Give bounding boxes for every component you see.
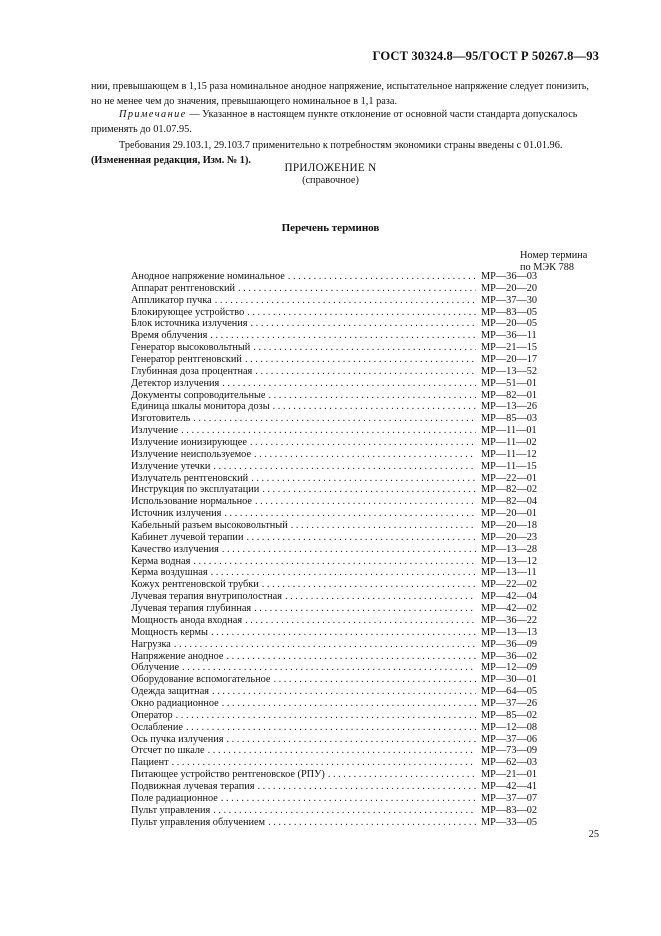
term-code: MP—82—01	[481, 389, 538, 401]
term-name: Аппликатор пучка	[131, 294, 212, 306]
term-code: MP—37—30	[481, 294, 538, 306]
dot-leader	[181, 425, 476, 437]
term-code: MP—42—41	[481, 780, 538, 792]
term-row	[131, 769, 561, 781]
term-row	[131, 295, 561, 307]
term-name: Окно радиационное	[131, 697, 219, 709]
dot-leader	[273, 401, 476, 413]
term-row	[131, 449, 561, 461]
term-name: Излучение ионизирующее	[131, 437, 247, 449]
dot-leader	[186, 722, 476, 734]
term-code: MP—21—15	[481, 342, 538, 354]
term-name: Изготовитель	[131, 413, 191, 425]
term-row	[131, 686, 561, 698]
term-row	[131, 817, 561, 829]
term-row	[131, 745, 561, 757]
term-code: MP—13—12	[481, 555, 538, 567]
term-name: Кабинет лучевой терапии	[131, 531, 244, 543]
dot-leader	[262, 484, 476, 496]
term-name: Подвижная лучевая терапия	[131, 780, 255, 792]
document-header: ГОСТ 30324.8—95/ГОСТ Р 50267.8—93	[372, 49, 599, 63]
term-row	[131, 390, 561, 402]
term-code: MP—11—02	[481, 437, 537, 449]
dot-leader	[257, 781, 476, 793]
term-name: Мощность кермы	[131, 626, 208, 638]
term-row	[131, 805, 561, 817]
term-code: MP—13—28	[481, 543, 538, 555]
dot-leader	[226, 734, 476, 746]
dot-leader	[288, 271, 476, 283]
term-row	[131, 366, 561, 378]
term-name: Кожух рентгеновской трубки	[131, 579, 259, 591]
term-name: Керма воздушная	[131, 567, 208, 579]
term-name: Кабельный разъем высоковольтный	[131, 520, 288, 532]
dot-leader	[193, 413, 476, 425]
term-row	[131, 722, 561, 734]
term-name: Блокирующее устройство	[131, 306, 245, 318]
column-header-line-1: Номер термина	[520, 250, 588, 261]
note-label: Примечание	[119, 109, 187, 120]
term-code: MP—36—02	[481, 650, 538, 662]
term-code: MP—13—52	[481, 365, 538, 377]
term-row	[131, 473, 561, 485]
term-code: MP—20—05	[481, 318, 538, 330]
term-name: Ось пучка излучения	[131, 733, 224, 745]
term-name: Аппарат рентгеновский	[131, 282, 235, 294]
term-row	[131, 484, 561, 496]
term-code: MP—37—07	[481, 792, 538, 804]
term-row	[131, 710, 561, 722]
note-paragraph	[91, 108, 599, 137]
dot-leader	[255, 366, 476, 378]
term-row	[131, 330, 561, 342]
term-name: Пульт управления	[131, 804, 211, 816]
term-name: Лучевая терапия глубинная	[131, 603, 252, 615]
term-row	[131, 603, 561, 615]
term-row	[131, 698, 561, 710]
term-name: Лучевая терапия внутриполостная	[131, 591, 282, 603]
term-row	[131, 627, 561, 639]
dot-leader	[247, 307, 476, 319]
term-code: MP—36—22	[481, 614, 538, 626]
term-name: Инструкция по эксплуатации	[131, 484, 260, 496]
term-name: Нагрузка	[131, 638, 171, 650]
term-row	[131, 651, 561, 663]
term-name: Мощность анода входная	[131, 614, 243, 626]
dot-leader	[273, 674, 476, 686]
dot-leader	[172, 757, 476, 769]
dot-leader	[224, 508, 476, 520]
term-code: MP—73—09	[481, 745, 538, 757]
term-row	[131, 496, 561, 508]
dot-leader	[215, 295, 476, 307]
term-row	[131, 520, 561, 532]
term-code: MP—13—11	[481, 567, 537, 579]
term-code: MP—13—13	[481, 626, 538, 638]
dot-leader	[255, 496, 476, 508]
term-code: MP—82—04	[481, 496, 538, 508]
note-text: — Указанное в настоящем пункте отклонение от основной части стандарта допускалось применять до 01.07.95.	[91, 109, 578, 135]
requirements-text: Требования 29.103.1, 29.103.7 применительно к потребностям экономики страны введены с 01.01.96.	[119, 140, 563, 151]
page-number: 25	[588, 829, 599, 840]
term-row	[131, 674, 561, 686]
term-row	[131, 532, 561, 544]
term-name: Излучение утечки	[131, 460, 211, 472]
term-code: MP—82—02	[481, 484, 538, 496]
dot-leader	[221, 793, 476, 805]
term-name: Питающее устройство рентгеновское (РПУ)	[131, 769, 325, 781]
term-name: Время облучения	[131, 330, 208, 342]
term-name: Документы сопроводительные	[131, 389, 266, 401]
column-header-line-2: по МЭК 788	[520, 261, 575, 273]
term-row	[131, 425, 561, 437]
dot-leader	[211, 567, 476, 579]
appendix-title: ПРИЛОЖЕНИЕ N	[284, 162, 377, 174]
dot-leader	[208, 745, 476, 757]
term-row	[131, 508, 561, 520]
appendix-subtitle: (справочное)	[302, 175, 359, 186]
term-row	[131, 271, 561, 283]
term-code: MP—42—04	[481, 591, 538, 603]
term-code: MP—83—05	[481, 306, 538, 318]
dot-leader	[328, 769, 476, 781]
dot-leader	[227, 651, 476, 663]
term-name: Отсчет по шкале	[131, 745, 205, 757]
term-code: MP—20—23	[481, 531, 538, 543]
dot-leader	[222, 698, 476, 710]
term-code: MP—36—03	[481, 271, 538, 282]
dot-leader	[238, 283, 476, 295]
dot-leader	[254, 449, 476, 461]
term-name: Глубинная доза процентная	[131, 365, 253, 377]
term-row	[131, 318, 561, 330]
term-row	[131, 544, 561, 556]
term-code: MP—42—02	[481, 603, 538, 615]
term-code: MP—12—09	[481, 662, 538, 674]
dot-leader	[246, 532, 476, 544]
term-code: MP—64—05	[481, 686, 538, 698]
term-name: Поле радиационное	[131, 792, 218, 804]
term-row	[131, 354, 561, 366]
term-name: Излучение неиспользуемое	[131, 448, 252, 460]
term-code: MP—83—02	[481, 804, 538, 816]
dot-leader	[245, 615, 476, 627]
column-header	[520, 250, 610, 273]
term-code: MP—37—26	[481, 697, 538, 709]
dot-leader	[211, 627, 476, 639]
term-code: MP—21—01	[481, 769, 538, 781]
term-code: MP—11—01	[481, 425, 537, 437]
term-name: Источник излучения	[131, 508, 222, 520]
term-row	[131, 781, 561, 793]
dot-leader	[193, 556, 476, 568]
term-code: MP—36—09	[481, 638, 538, 650]
term-code: MP—13—26	[481, 401, 538, 413]
dot-leader	[222, 544, 476, 556]
term-row	[131, 461, 561, 473]
term-name: Ослабление	[131, 721, 183, 733]
term-name: Керма водная	[131, 555, 191, 567]
term-name: Анодное напряжение номинальное	[131, 271, 285, 282]
term-row	[131, 615, 561, 627]
term-row	[131, 793, 561, 805]
term-name: Пациент	[131, 757, 169, 769]
dot-leader	[291, 520, 476, 532]
term-code: MP—11—12	[481, 448, 537, 460]
term-row	[131, 437, 561, 449]
term-name: Блок источника излучения	[131, 318, 248, 330]
dot-leader	[222, 378, 476, 390]
term-code: MP—20—18	[481, 520, 538, 532]
amendment-note: (Измененная редакция, Изм. № 1).	[91, 154, 251, 166]
term-name: Оборудование вспомогательное	[131, 674, 271, 686]
term-code: MP—22—01	[481, 472, 538, 484]
term-code: MP—11—15	[481, 460, 537, 472]
dot-leader	[251, 318, 476, 330]
term-code: MP—51—01	[481, 377, 538, 389]
term-code: MP—20—17	[481, 354, 538, 366]
dot-leader	[212, 686, 476, 698]
term-row	[131, 579, 561, 591]
term-name: Облучение	[131, 662, 180, 674]
term-row	[131, 401, 561, 413]
term-code: MP—22—02	[481, 579, 538, 591]
term-name: Использование нормальное	[131, 496, 252, 508]
term-code: MP—20—20	[481, 282, 538, 294]
term-code: MP—37—06	[481, 733, 538, 745]
term-name: Единица шкалы монитора дозы	[131, 401, 270, 413]
paragraph-continuation: нии, превышающем в 1,15 раза номинальное анодное напряжение, испытательное напряжение следует понизить, но не менее чем до значения, превышающего номинальное в 1,1 раза.	[91, 81, 589, 107]
dot-leader	[262, 579, 476, 591]
term-row	[131, 734, 561, 746]
term-row	[131, 757, 561, 769]
dot-leader	[174, 639, 476, 651]
term-row	[131, 413, 561, 425]
dot-leader	[250, 437, 476, 449]
term-row	[131, 378, 561, 390]
term-name: Излучение	[131, 425, 179, 437]
dot-leader	[268, 817, 476, 829]
term-name: Пульт управления облучением	[131, 816, 266, 828]
term-row	[131, 307, 561, 319]
term-code: MP—33—05	[481, 816, 538, 828]
dot-leader	[253, 342, 476, 354]
term-row	[131, 662, 561, 674]
dot-leader	[245, 354, 476, 366]
dot-leader	[213, 461, 476, 473]
term-row	[131, 567, 561, 579]
term-code: MP—30—01	[481, 674, 538, 686]
dot-leader	[176, 710, 476, 722]
term-row	[131, 591, 561, 603]
term-code: MP—36—11	[481, 330, 537, 342]
term-name: Детектор излучения	[131, 377, 220, 389]
term-name: Излучатель рентгеновский	[131, 472, 249, 484]
term-name: Генератор высоковольтный	[131, 342, 251, 354]
dot-leader	[268, 390, 476, 402]
term-list	[131, 271, 561, 828]
dot-leader	[213, 805, 476, 817]
term-name: Напряжение анодное	[131, 650, 224, 662]
term-row	[131, 556, 561, 568]
term-row	[131, 342, 561, 354]
dot-leader	[210, 330, 476, 342]
term-code: MP—62—03	[481, 757, 538, 769]
term-code: MP—20—01	[481, 508, 538, 520]
dot-leader	[182, 662, 476, 674]
term-name: Одежда защитная	[131, 686, 210, 698]
term-row	[131, 639, 561, 651]
term-row	[131, 283, 561, 295]
term-name: Качество излучения	[131, 543, 219, 555]
term-code: MP—12—08	[481, 721, 538, 733]
term-code: MP—85—02	[481, 709, 538, 721]
term-name: Генератор рентгеновский	[131, 354, 242, 366]
term-name: Оператор	[131, 709, 173, 721]
dot-leader	[251, 473, 476, 485]
term-code: MP—85—03	[481, 413, 538, 425]
dot-leader	[254, 603, 476, 615]
dot-leader	[285, 591, 476, 603]
term-list-title: Перечень терминов	[281, 222, 380, 234]
